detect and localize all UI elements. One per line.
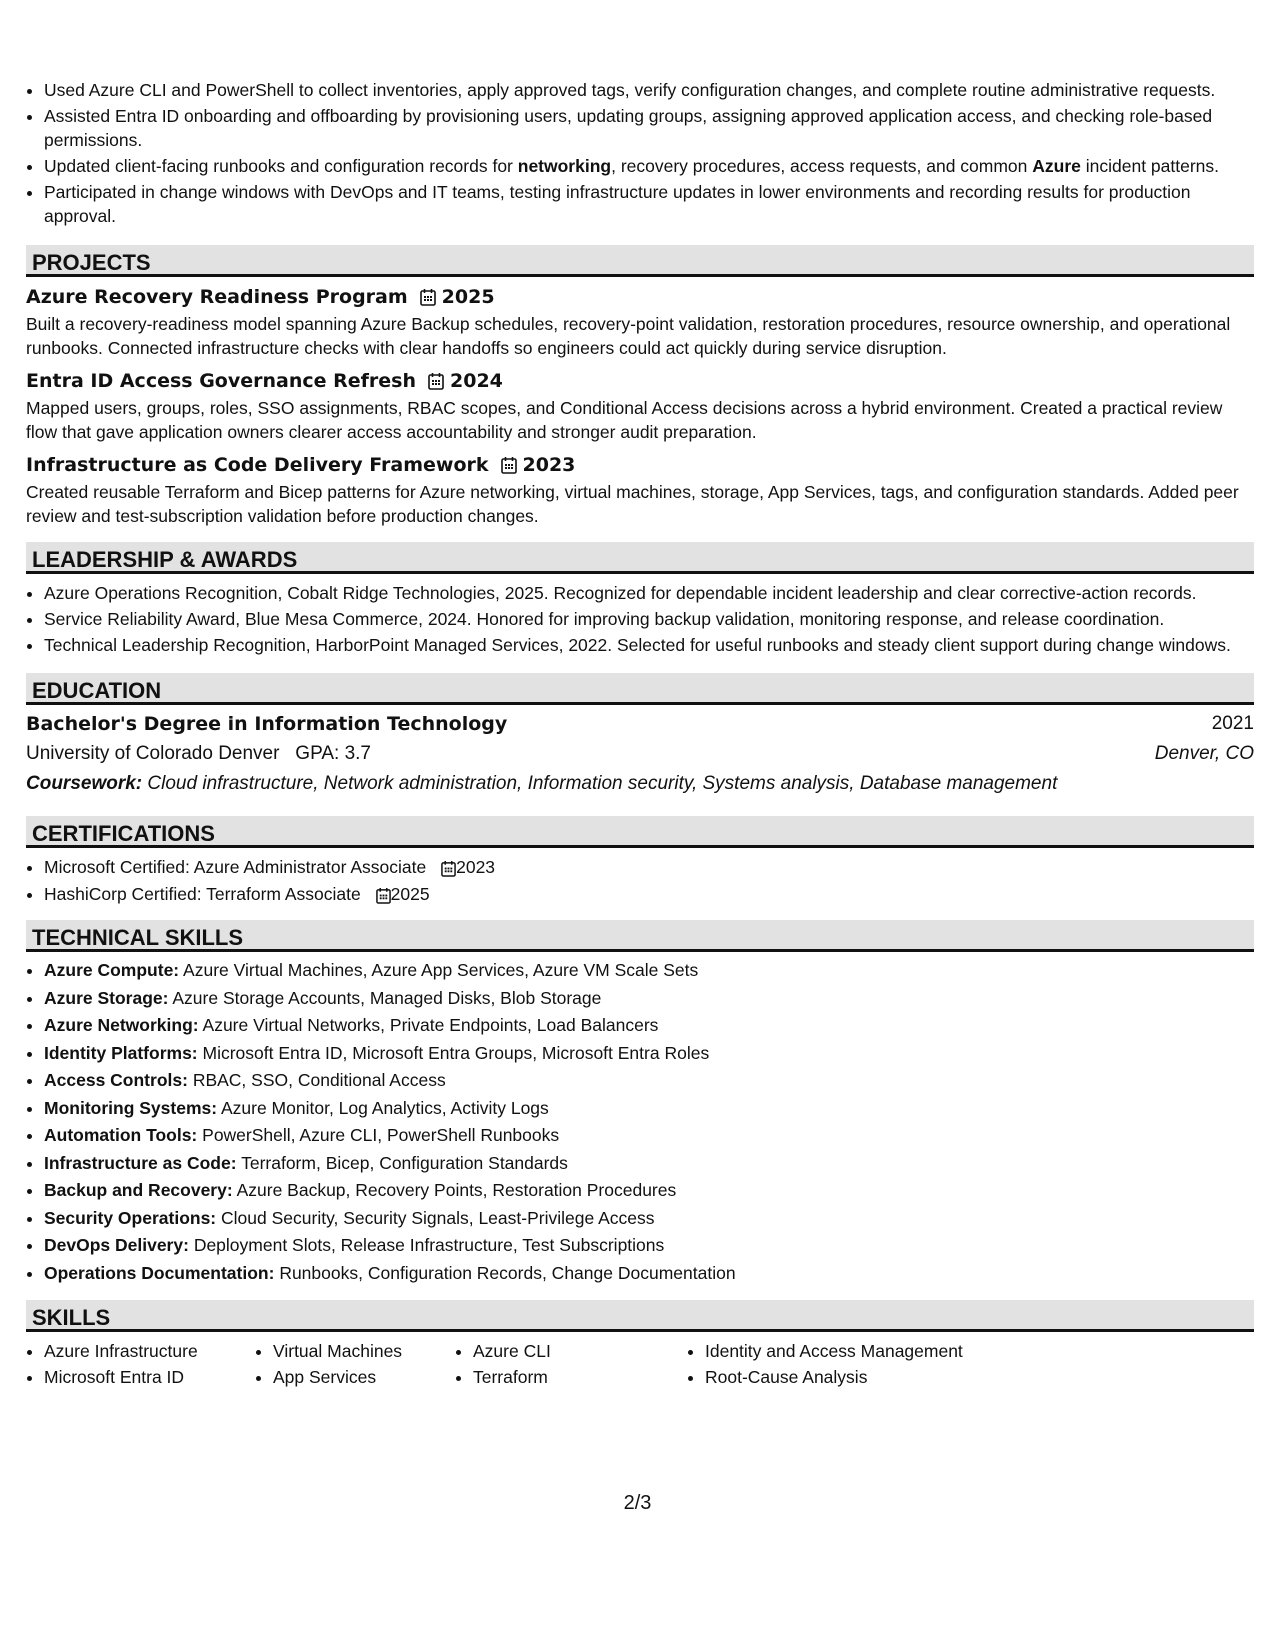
technical-skill-item: • DevOps Delivery: Deployment Slots, Release Infrastructure, Test Subscriptions	[44, 1233, 1254, 1259]
education-section	[26, 673, 1254, 799]
calendar-icon	[501, 456, 517, 474]
project-item	[26, 453, 1254, 528]
section-heading: EDUCATION	[26, 673, 1254, 705]
technical-skill-item: • Azure Networking: Azure Virtual Networks, Private Endpoints, Load Balancers	[44, 1013, 1254, 1039]
skill-item: • Azure Infrastructure	[44, 1338, 237, 1364]
certification-name: HashiCorp Certified: Terraform Associate	[44, 884, 361, 904]
certification-year: 2023	[456, 857, 496, 877]
leadership-item: • Azure Operations Recognition, Cobalt Ridge Technologies, 2025. Recognized for dependable incident leadership and clear corrective-action records.	[44, 581, 1254, 605]
technical-skill-item: • Backup and Recovery: Azure Backup, Recovery Points, Restoration Procedures	[44, 1178, 1254, 1204]
skill-item: • Terraform	[473, 1364, 687, 1390]
technical-skill-item: • Monitoring Systems: Azure Monitor, Log Analytics, Activity Logs	[44, 1096, 1254, 1122]
experience-bullet: • Used Azure CLI and PowerShell to collect inventories, apply approved tags, verify configuration changes, and complete routine administrative requests.	[44, 78, 1254, 102]
certifications-list	[26, 855, 1254, 907]
resume-page	[26, 78, 1254, 1390]
technical-skills-section	[26, 920, 1254, 1286]
degree-title: Bachelor's Degree in Information Technology	[26, 713, 508, 735]
project-title: Azure Recovery Readiness Program	[26, 286, 408, 308]
section-heading: SKILLS	[26, 1300, 1254, 1332]
technical-skill-item: • Operations Documentation: Runbooks, Configuration Records, Change Documentation	[44, 1261, 1254, 1287]
skills-column	[255, 1338, 437, 1390]
skills-column	[455, 1338, 687, 1390]
skill-item: • Azure CLI	[473, 1338, 687, 1364]
calendar-icon	[376, 887, 391, 904]
project-year: 2024	[450, 370, 503, 392]
technical-skill-item: • Infrastructure as Code: Terraform, Bicep, Configuration Standards	[44, 1151, 1254, 1177]
leadership-list	[26, 581, 1254, 657]
school-location: Denver, CO	[1154, 743, 1254, 764]
coursework-label: Coursework:	[26, 773, 143, 794]
technical-skills-list	[26, 958, 1254, 1286]
project-description: Built a recovery-readiness model spanning Azure Backup schedules, recovery-point validation, restoration procedures, resource ownership, and operational runbooks. Connected infrastructure checks with clear handoffs so engineers could act quickly during service disruption.	[26, 314, 1231, 358]
skill-item: • Root-Cause Analysis	[705, 1364, 963, 1390]
technical-skill-item: • Azure Storage: Azure Storage Accounts, Managed Disks, Blob Storage	[44, 986, 1254, 1012]
project-title: Entra ID Access Governance Refresh	[26, 370, 417, 392]
section-heading: LEADERSHIP & AWARDS	[26, 542, 1254, 574]
section-heading: PROJECTS	[26, 245, 1254, 277]
skill-item: • Microsoft Entra ID	[44, 1364, 237, 1390]
experience-bullet: • Participated in change windows with DevOps and IT teams, testing infrastructure updates in lower environments and recording results for production approval.	[44, 180, 1254, 228]
certification-year: 2025	[390, 884, 430, 904]
leadership-item: • Technical Leadership Recognition, HarborPoint Managed Services, 2022. Selected for useful runbooks and steady client support during change windows.	[44, 633, 1254, 657]
section-heading: CERTIFICATIONS	[26, 816, 1254, 848]
experience-bullet: • Assisted Entra ID onboarding and offboarding by provisioning users, updating groups, assigning approved application access, and checking role-based permissions.	[44, 104, 1254, 152]
projects-section	[26, 245, 1254, 528]
calendar-icon	[420, 288, 436, 306]
project-year: 2023	[522, 454, 576, 476]
education-entry	[26, 709, 1254, 799]
project-description: Created reusable Terraform and Bicep patterns for Azure networking, virtual machines, storage, App Services, tags, and configuration standards. Added peer review and test-subscription validation before production changes.	[26, 482, 1239, 526]
skills-section	[26, 1300, 1254, 1390]
certifications-section	[26, 816, 1254, 907]
calendar-icon	[428, 372, 444, 390]
technical-skill-item: • Automation Tools: PowerShell, Azure CLI, PowerShell Runbooks	[44, 1123, 1254, 1149]
gpa: GPA: 3.7	[295, 743, 371, 764]
experience-bullets	[26, 78, 1254, 228]
skill-item: • App Services	[273, 1364, 437, 1390]
skill-item: • Virtual Machines	[273, 1338, 437, 1364]
skills-column	[26, 1338, 237, 1390]
technical-skill-item: • Security Operations: Cloud Security, Security Signals, Least-Privilege Access	[44, 1206, 1254, 1232]
section-heading: TECHNICAL SKILLS	[26, 920, 1254, 952]
certification-name: Microsoft Certified: Azure Administrator Associate	[44, 857, 427, 877]
leadership-item: • Service Reliability Award, Blue Mesa Commerce, 2024. Honored for improving backup validation, monitoring response, and release coordination.	[44, 607, 1254, 631]
coursework-list: Cloud infrastructure, Network administration, Information security, Systems analysis, Database management	[147, 773, 1058, 794]
graduation-year: 2021	[1211, 713, 1254, 734]
certification-item	[44, 882, 1254, 907]
skills-column	[687, 1338, 963, 1390]
leadership-section	[26, 542, 1254, 657]
project-year: 2025	[441, 286, 495, 308]
technical-skill-item: • Azure Compute: Azure Virtual Machines, Azure App Services, Azure VM Scale Sets	[44, 958, 1254, 984]
technical-skill-item: • Identity Platforms: Microsoft Entra ID, Microsoft Entra Groups, Microsoft Entra Roles	[44, 1041, 1254, 1067]
page-number: 2/3	[623, 1492, 652, 1514]
technical-skill-item: • Access Controls: RBAC, SSO, Conditional Access	[44, 1068, 1254, 1094]
experience-bullet: • Updated client-facing runbooks and configuration records for networking, recovery procedures, access requests, and common Azure incident patterns.	[44, 154, 1254, 178]
school-name: University of Colorado Denver	[26, 743, 280, 764]
project-title: Infrastructure as Code Delivery Framework	[26, 454, 489, 476]
calendar-icon	[441, 860, 456, 877]
project-item	[26, 285, 1254, 360]
skills-grid	[26, 1338, 1254, 1390]
skill-item: • Identity and Access Management	[705, 1338, 963, 1364]
certification-item	[44, 855, 1254, 880]
project-description: Mapped users, groups, roles, SSO assignments, RBAC scopes, and Conditional Access decisions across a hybrid environment. Created a practical review flow that gave application owners clearer access accountability and stronger audit preparation.	[26, 398, 1223, 442]
project-item	[26, 369, 1254, 444]
